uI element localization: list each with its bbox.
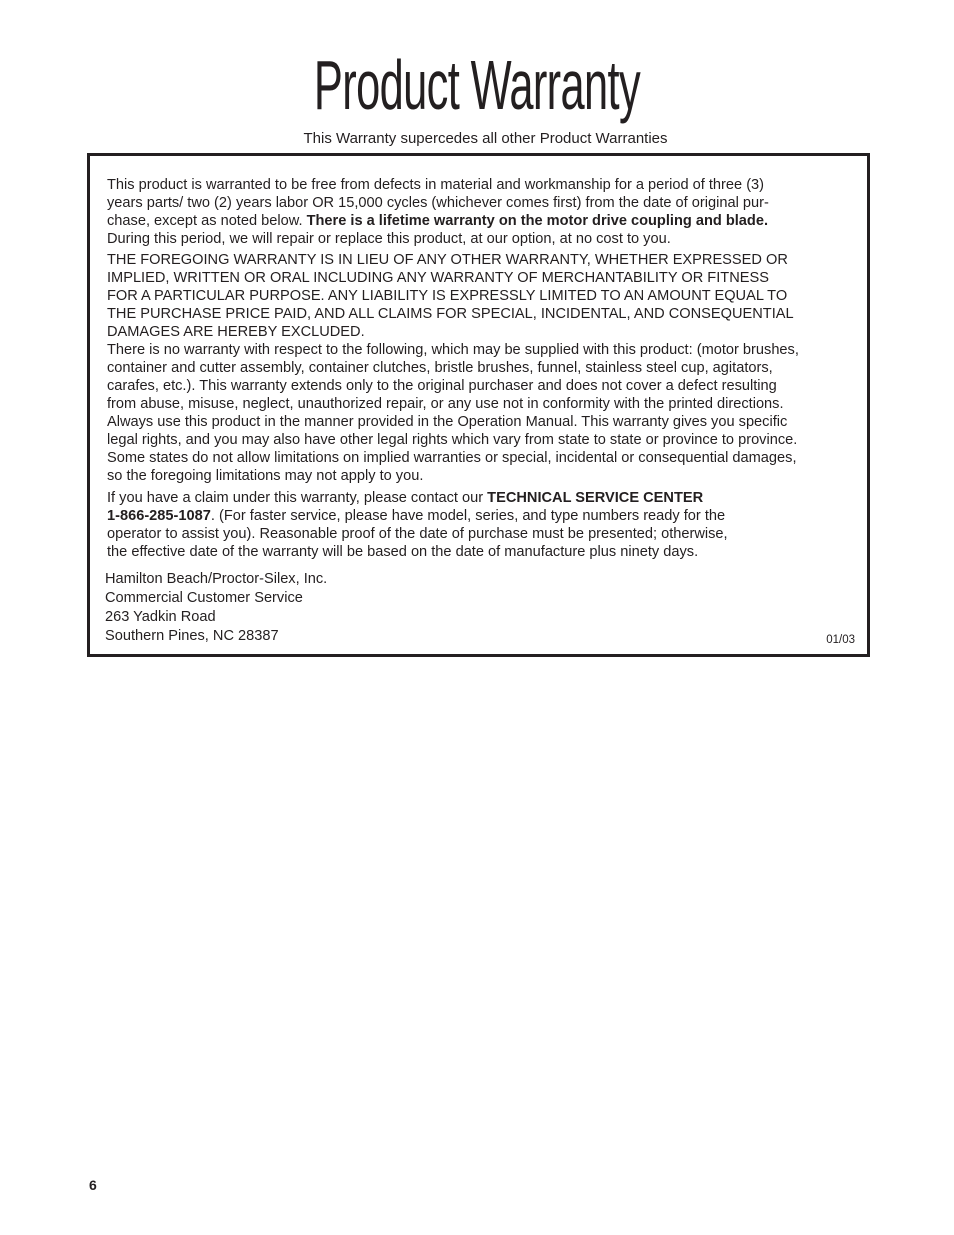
page-subtitle: This Warranty supercedes all other Product Warranties <box>303 130 668 147</box>
text-line: THE FOREGOING WARRANTY IS IN LIEU OF ANY OTHER WARRANTY, WHETHER EXPRESSED OR <box>107 252 788 268</box>
text-line: DAMAGES ARE HEREBY EXCLUDED. <box>107 324 365 340</box>
text-line: IMPLIED, WRITTEN OR ORAL INCLUDING ANY WARRANTY OF MERCHANTABILITY OR FITNESS <box>107 270 769 286</box>
text-line: There is no warranty with respect to the following, which may be supplied with this product: (motor brushes, <box>107 342 799 358</box>
text-segment: If you have a claim under this warranty, please contact our <box>107 490 488 506</box>
text-segment: chase, except as noted below. <box>107 213 307 229</box>
text-line: container and cutter assembly, container clutches, bristle brushes, funnel, stainless steel cup, agitators, <box>107 360 773 376</box>
lifetime-warranty-note: There is a lifetime warranty on the motor drive coupling and blade. <box>306 213 769 229</box>
disclaimer-paragraph <box>107 251 799 485</box>
text-line: operator to assist you). Reasonable proof of the date of purchase must be presented; otherwise, <box>107 526 728 542</box>
service-center-label: TECHNICAL SERVICE CENTER <box>487 490 704 506</box>
warranty-box <box>87 153 870 657</box>
claim-paragraph <box>107 489 728 561</box>
text-line-with-bold <box>107 489 728 507</box>
text-line: This product is warranted to be free from defects in material and workmanship for a period of three (3) <box>107 177 765 193</box>
text-line: carafes, etc.). This warranty extends only to the original purchaser and does not cover a defect resulting <box>107 378 777 394</box>
service-phone-number: 1-866-285-1087 <box>107 508 211 524</box>
text-line: FOR A PARTICULAR PURPOSE. ANY LIABILITY IS EXPRESSLY LIMITED TO AN AMOUNT EQUAL TO <box>107 288 788 304</box>
text-line-with-bold <box>107 507 728 525</box>
text-line: legal rights, and you may also have other legal rights which vary from state to state or province to province. <box>107 432 798 448</box>
text-line: THE PURCHASE PRICE PAID, AND ALL CLAIMS FOR SPECIAL, INCIDENTAL, AND CONSEQUENTIAL <box>107 306 794 322</box>
revision-date-code: 01/03 <box>826 634 855 646</box>
page-title: Product Warranty <box>313 46 641 124</box>
address-line: Southern Pines, NC 28387 <box>105 628 279 644</box>
company-address <box>105 570 327 646</box>
text-line: During this period, we will repair or replace this product, at our option, at no cost to you. <box>107 231 671 247</box>
text-line: the effective date of the warranty will be based on the date of manufacture plus ninety days. <box>107 544 699 560</box>
text-line: years parts/ two (2) years labor OR 15,000 cycles (whichever comes first) from the date of original pur- <box>107 195 769 211</box>
text-line: Always use this product in the manner provided in the Operation Manual. This warranty gives you specific <box>107 414 788 430</box>
warranty-terms-paragraph <box>107 176 769 248</box>
text-line: so the foregoing limitations may not apply to you. <box>107 468 424 484</box>
address-line: Hamilton Beach/Proctor-Silex, Inc. <box>105 571 328 587</box>
address-line: Commercial Customer Service <box>105 590 303 606</box>
address-line: 263 Yadkin Road <box>105 609 216 625</box>
page-number: 6 <box>89 1177 97 1193</box>
text-segment: . (For faster service, please have model, series, and type numbers ready for the <box>210 508 726 524</box>
text-line-with-bold <box>107 212 769 230</box>
text-line: Some states do not allow limitations on implied warranties or special, incidental or consequential damages, <box>107 450 797 466</box>
text-line: from abuse, misuse, neglect, unauthorized repair, or any use not in conformity with the printed directions. <box>107 396 784 412</box>
